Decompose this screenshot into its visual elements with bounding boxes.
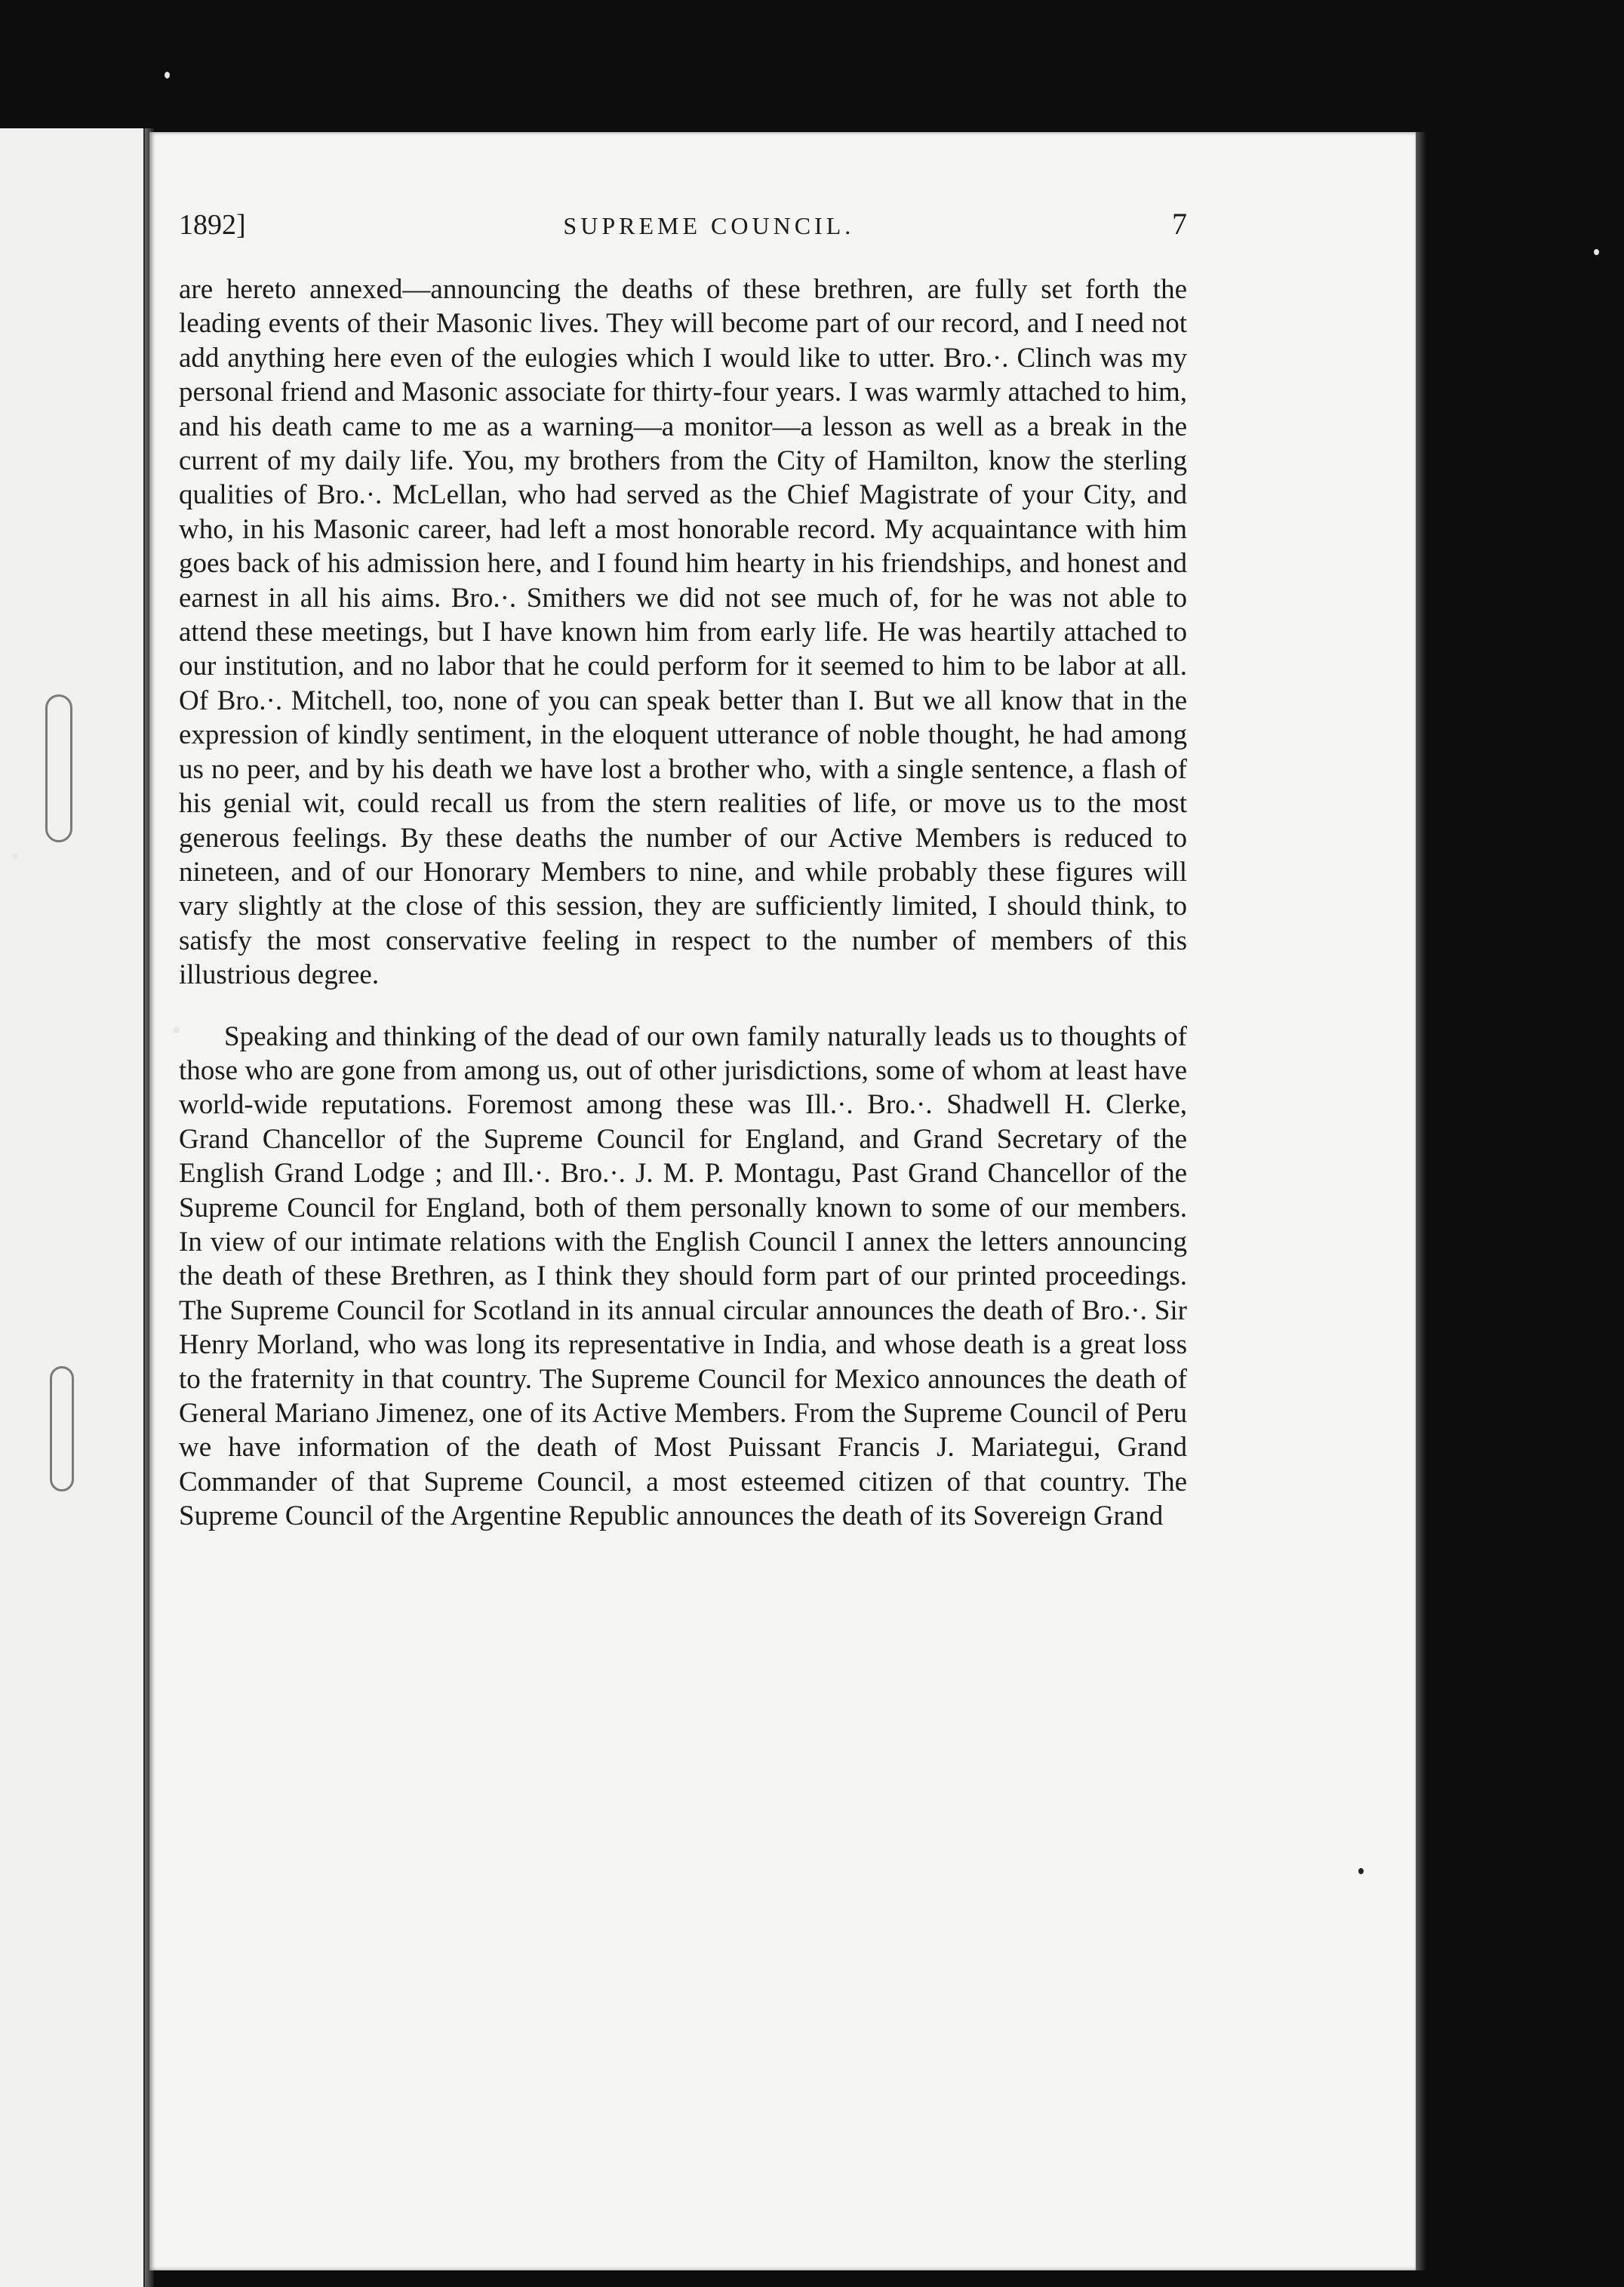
page-edge-shadow [1416,132,1426,2270]
facing-page-edge [0,128,146,2287]
binding-clip-mark [45,694,72,842]
page-content [179,206,1187,1534]
running-title: SUPREME COUNCIL. [563,212,855,239]
dust-speck [1594,249,1599,255]
running-header [179,206,1187,251]
binding-clip-mark [50,1366,74,1491]
dust-speck [165,72,170,78]
dust-speck [12,853,18,860]
body-paragraph: are hereto annexed—announcing the deaths of these brethren, are fully set forth the leading events of their Masonic lives. They will become part of our record, and I need not add anything here even of the eulogies which I would like to utter. Bro.·. Clinch was my personal friend and Masonic associate for thirty-four years. I was warmly attached to him, and his death came to me as a warning—a monitor—a lesson as well as a break in the current of my daily life. You, my brothers from the City of Hamilton, know the sterling qualities of Bro.·. McLellan, who had served as the Chief Magistrate of your City, and who, in his Masonic career, had left a most honorable record. My acquaintance with him goes back of his admission here, and I found him hearty in his friendships, and honest and earnest in all his aims. Bro.·. Smithers we did not see much of, for he was not able to attend these meetings, but I have known him from early life. He was heartily attached to our institution, and no labor that he could perform for it seemed to him to be labor at all. Of Bro.·. Mitchell, too, none of you can speak better than I. But we all know that in the expression of kindly sentiment, in the eloquent utterance of noble thought, he had among us no peer, and by his death we have lost a brother who, with a single sentence, a flash of his genial wit, could recall us from the stern realities of life, or move us to the most generous feelings. By these deaths the number of our Active Members is reduced to nineteen, and of our Honorary Members to nine, and while probably these figures will vary slightly at the close of this session, they are sufficiently limited, I should think, to satisfy the most conservative feeling in respect to the number of members of this illustrious degree. [179,274,1187,991]
page-number: 7 [1172,207,1187,241]
dust-speck [1358,1868,1364,1874]
header-year: 1892] [179,209,246,241]
body-paragraph: Speaking and thinking of the dead of our own family naturally leads us to thoughts of those who are gone from among us, out of other jurisdictions, some of whom at least have world-wide reputations. Foremost among these was Ill.·. Bro.·. Shadwell H. Clerke, Grand Chancellor of the Supreme Council for England, and Grand Secretary of the English Grand Lodge ; and Ill.·. Bro.·. J. M. P. Montagu, Past Grand Chancellor of the Supreme Council for England, both of them personally known to some of our members. In view of our intimate relations with the English Council I annex the letters announcing the death of these Brethren, as I think they should form part of our printed proceedings. The Supreme Council for Scotland in its annual circular announces the death of Bro.·. Sir Henry Morland, who was long its representative in India, and whose death is a great loss to the fraternity in that country. The Supreme Council for Mexico announces the death of General Mariano Jimenez, one of its Active Members. From the Supreme Council of Peru we have information of the death of Most Puissant Francis J. Mariategui, Grand Commander of that Supreme Council, a most esteemed citizen of that country. The Supreme Council of the Argentine Republic announces the death of its Sovereign Grand [179,1020,1187,1532]
